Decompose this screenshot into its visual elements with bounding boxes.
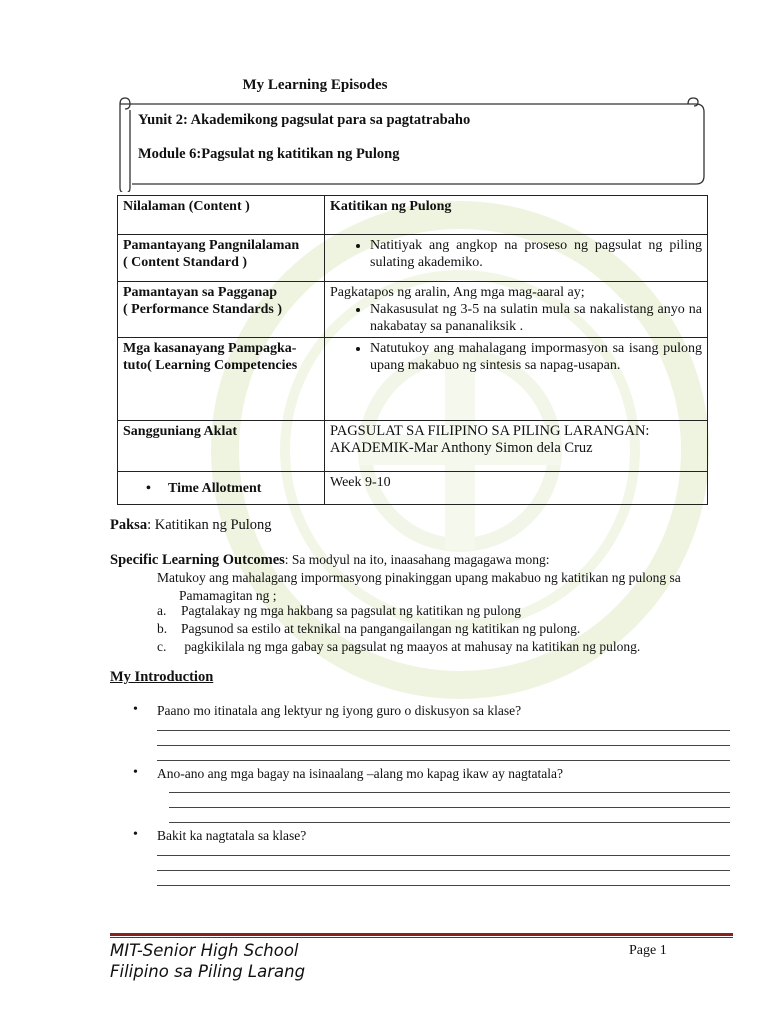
table-row-performance-standard: [118, 282, 708, 338]
bullet-icon: •: [133, 702, 138, 717]
table-row-competencies: [118, 338, 708, 421]
outcomes-list: [157, 602, 640, 656]
list-item: a. Pagtalakay ng mga hakbang sa pagsulat ng katitikan ng pulong: [157, 603, 522, 618]
table-row-reference: [118, 421, 708, 472]
content-value: Katitikan ng Pulong: [325, 196, 708, 235]
competencies-label: Mga kasanayang Pampagka- tuto( Learning Competencies: [118, 338, 325, 421]
answer-line[interactable]: [169, 792, 730, 793]
bullet-icon: •: [146, 480, 151, 496]
outcomes-lead: Matukoy ang mahalagang impormasyong pinakinggan upang makabuo ng katitikan ng pulong sa Pamamagitan ng ;: [157, 570, 681, 603]
bullet-icon: •: [133, 827, 138, 842]
footer-rule: [110, 933, 733, 936]
introduction-heading: My Introduction: [110, 669, 214, 685]
answer-line[interactable]: [157, 855, 730, 856]
content-standard-bullet: • Natitiyak ang angkop na proseso ng pagsulat ng piling sulating akademiko.: [370, 237, 702, 271]
time-allotment-label: • Time Allotment: [118, 472, 325, 505]
question-2: • Ano-ano ang mga bagay na isinaalang –alang mo kapag ikaw ay nagtatala?: [133, 765, 563, 781]
footer-school: MIT-Senior High School Filipino sa Piling Larang: [110, 941, 306, 981]
page-number: Page 1: [629, 943, 667, 958]
answer-line[interactable]: [157, 760, 730, 761]
footer-rule-thin: [110, 937, 733, 938]
outcomes-heading: Specific Learning Outcomes: Sa modyul na ito, inaasahang magagawa mong:: [110, 552, 550, 568]
paksa-line: [110, 517, 272, 534]
reference-value: PAGSULAT SA FILIPINO SA PILING LARANGAN: AKADEMIK-Mar Anthony Simon dela Cruz: [325, 421, 708, 472]
content-standard-label: Pamantayang Pangnilalaman ( Content Standard ): [118, 235, 325, 282]
table-row-time: [118, 472, 708, 505]
standards-table: [117, 195, 708, 505]
answer-line[interactable]: [157, 730, 730, 731]
list-item: b. Pagsunod sa estilo at teknikal na pangangailangan ng katitikan ng pulong.: [157, 621, 581, 636]
module-banner: [112, 96, 706, 192]
scroll-frame-icon: [112, 96, 706, 192]
content-label: Nilalaman (Content ): [118, 196, 325, 235]
list-item: c. pagkikilala ng mga gabay sa pagsulat ng maayos at mahusay na katitikan ng pulong.: [157, 639, 641, 654]
table-row-content: [118, 196, 708, 235]
answer-line[interactable]: [157, 870, 730, 871]
unit-title: Yunit 2: Akademikong pagsulat para sa pagtatrabaho: [138, 112, 471, 128]
answer-line[interactable]: [157, 745, 730, 746]
paksa-label: Paksa: [110, 517, 148, 533]
question-1: • Paano mo itinatala ang lektyur ng iyong guro o diskusyon sa klase?: [133, 702, 522, 718]
bullet-icon: •: [133, 765, 138, 780]
paksa-value: : Katitikan ng Pulong: [147, 517, 272, 533]
table-row-content-standard: [118, 235, 708, 282]
time-allotment-value: Week 9-10: [325, 472, 708, 505]
document-title: My Learning Episodes: [242, 77, 388, 93]
answer-line[interactable]: [169, 822, 730, 823]
module-title: Module 6:Pagsulat ng katitikan ng Pulong: [138, 146, 400, 162]
performance-standard-label: Pamantayan sa Pagganap ( Performance Standards ): [118, 282, 325, 338]
answer-line[interactable]: [169, 807, 730, 808]
reference-label: Sangguniang Aklat: [118, 421, 325, 472]
competencies-bullet: • Natutukoy ang mahalagang impormasyon sa isang pulong upang makabuo ng sintesis sa napag-usapan.: [370, 340, 702, 374]
performance-standard-intro: Pagkatapos ng aralin, Ang mga mag-aaral ay;: [330, 285, 585, 300]
answer-line[interactable]: [157, 885, 730, 886]
performance-standard-bullet: • Nakasusulat ng 3-5 na sulatin mula sa nakalistang anyo na nakabatay sa pananaliksik .: [370, 301, 702, 335]
question-3: • Bakit ka nagtatala sa klase?: [133, 827, 307, 843]
